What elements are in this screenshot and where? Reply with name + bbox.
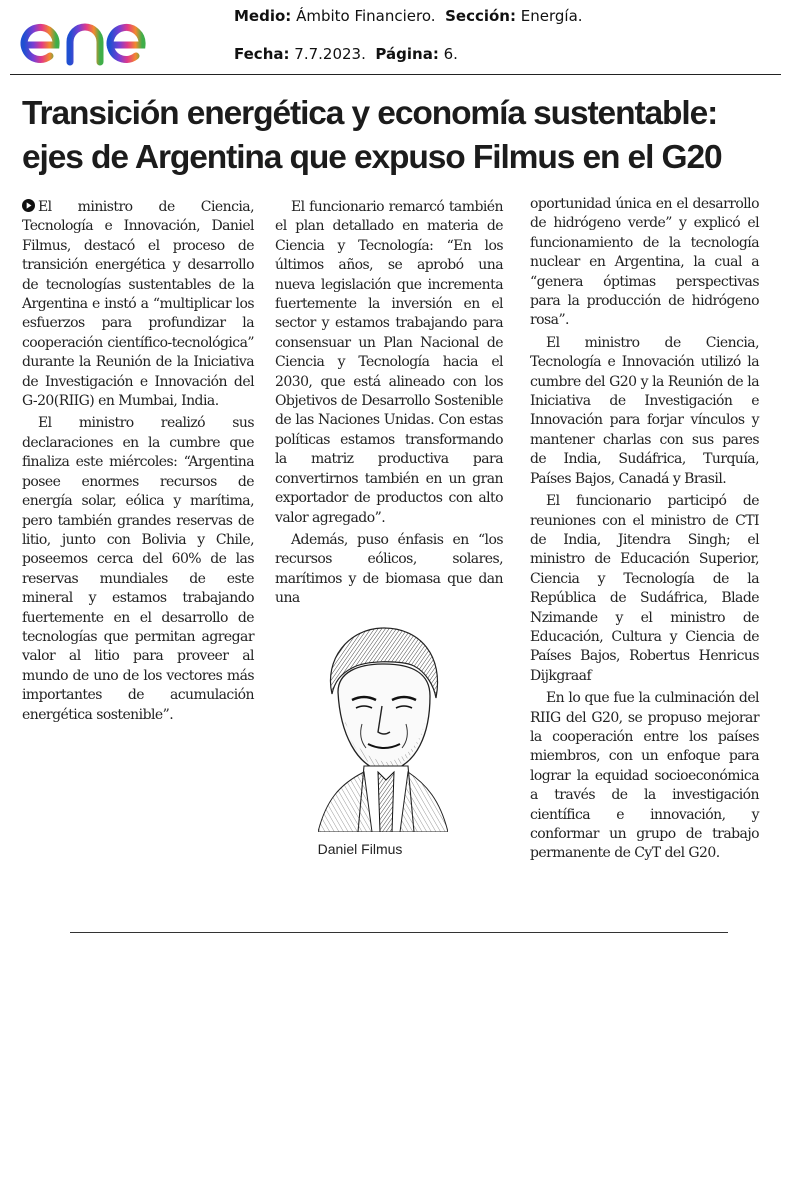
headline-line-1: Transición energética y economía sustentable: — [22, 95, 718, 132]
article-column-1 — [22, 198, 254, 725]
medio-label: Medio: — [234, 7, 292, 25]
header-meta-line-1 — [234, 7, 583, 25]
seccion-label: Sección: — [445, 7, 516, 25]
portrait-face — [338, 664, 430, 772]
logo-wordmark — [24, 10, 164, 62]
photo-caption: Daniel Filmus — [317, 841, 403, 857]
pagina-value: 6. — [443, 45, 458, 63]
paragraph: oportunidad única en el desarrollo de hidrógeno verde” y explicó el funcionamiento de la tecnología nuclear en Argentina, la cual a “genera óptimas perspectivas para la producción de hidrógeno rosa”. — [530, 196, 759, 329]
pagina-label: Página: — [375, 45, 439, 63]
portrait-body — [318, 766, 448, 832]
paragraph: El ministro realizó sus declaraciones en la cumbre que finaliza este miércoles: “Argentina posee enormes recursos de energía solar, eólica y marítima, pero también grandes reservas de litio, junto con Bolivia y Chile, poseemos cerca del 60% de las reservas mundiales de este mineral y estamos trabajando fuertemente en el desarrollo de tecnologías que permitan agregar valor al litio para proveer al mundo de uno de los vectores más importantes de acumulación energética sostenible”. — [22, 415, 254, 723]
paragraph: En lo que fue la culminación del RIIG del G20, se propuso mejorar la cooperación entre los países miembros, con un enfoque para lograr la equidad socioeconómica a través de la investigación científica e innovación, y conformar un grupo de trabajo permanente de CyT del G20. — [530, 690, 759, 862]
article-column-2 — [275, 198, 503, 609]
header-meta-line-2 — [234, 45, 458, 63]
paragraph — [22, 198, 254, 411]
paragraph-text: El ministro de Ciencia, Tecnología e Innovación, Daniel Filmus, destacó el proceso de transición energética y desarrollo de tecnologías sustentables de la Argentina e instó a “multiplicar los esfuerzos para profundizar la cooperación científico-tecnológica” durante la Reunión de la Iniciativa de Investigación e Innovación del G-20(RIIG) en Mumbai, India. — [22, 199, 254, 410]
paragraph: El funcionario participó de reuniones con el ministro de CTI de India, Jitendra Singh; el ministro de Educación Superior, Ciencia y Tecnología de la República de Sudáfrica, Blade Nzimande y el ministro de Educación, Cultura y Ciencia de Países Bajos, Robertus Henricus Dijkgraaf — [530, 493, 759, 684]
header-divider — [10, 74, 781, 75]
fecha-label: Fecha: — [234, 45, 290, 63]
enel-logo — [14, 4, 184, 74]
portrait-illustration — [318, 620, 448, 832]
paragraph: El funcionario remarcó también el plan detallado en materia de Ciencia y Tecnología: “En los últimos años, se aprobó una nueva legislación que incrementa fuertemente la inversión en el sector y estamos trabajando para consensuar un Plan Nacional de Ciencia y Tecnología hacia el 2030, que está alineado con los Objetivos de Desarrollo Sostenible de las Naciones Unidas. Con estas políticas estamos transformando la matriz productiva para convertirnos también en un gran exportador de productos con alto valor agregado”. — [275, 199, 503, 526]
seccion-value: Energía. — [520, 7, 583, 25]
paragraph: Además, puso énfasis en “los recursos eólicos, solares, marítimos y de biomasa que dan una — [275, 531, 503, 607]
medio-value: Ámbito Financiero. — [296, 7, 436, 25]
headline-line-2: ejes de Argentina que expuso Filmus en el G20 — [22, 139, 722, 176]
play-circle-icon — [22, 199, 35, 212]
article-headline — [22, 92, 782, 180]
paragraph: El ministro de Ciencia, Tecnología e Innovación utilizó la cumbre del G20 y la Reunión de la Iniciativa de Investigación e Innovación para forjar vínculos y mantener charlas con sus pares de India, Sudáfrica, Turquía, Países Bajos, Canadá y Brasil. — [530, 334, 759, 487]
article-column-3 — [530, 195, 759, 864]
footer-divider — [70, 932, 728, 933]
logo-text: enel — [14, 4, 17, 5]
fecha-value: 7.7.2023. — [294, 45, 366, 63]
